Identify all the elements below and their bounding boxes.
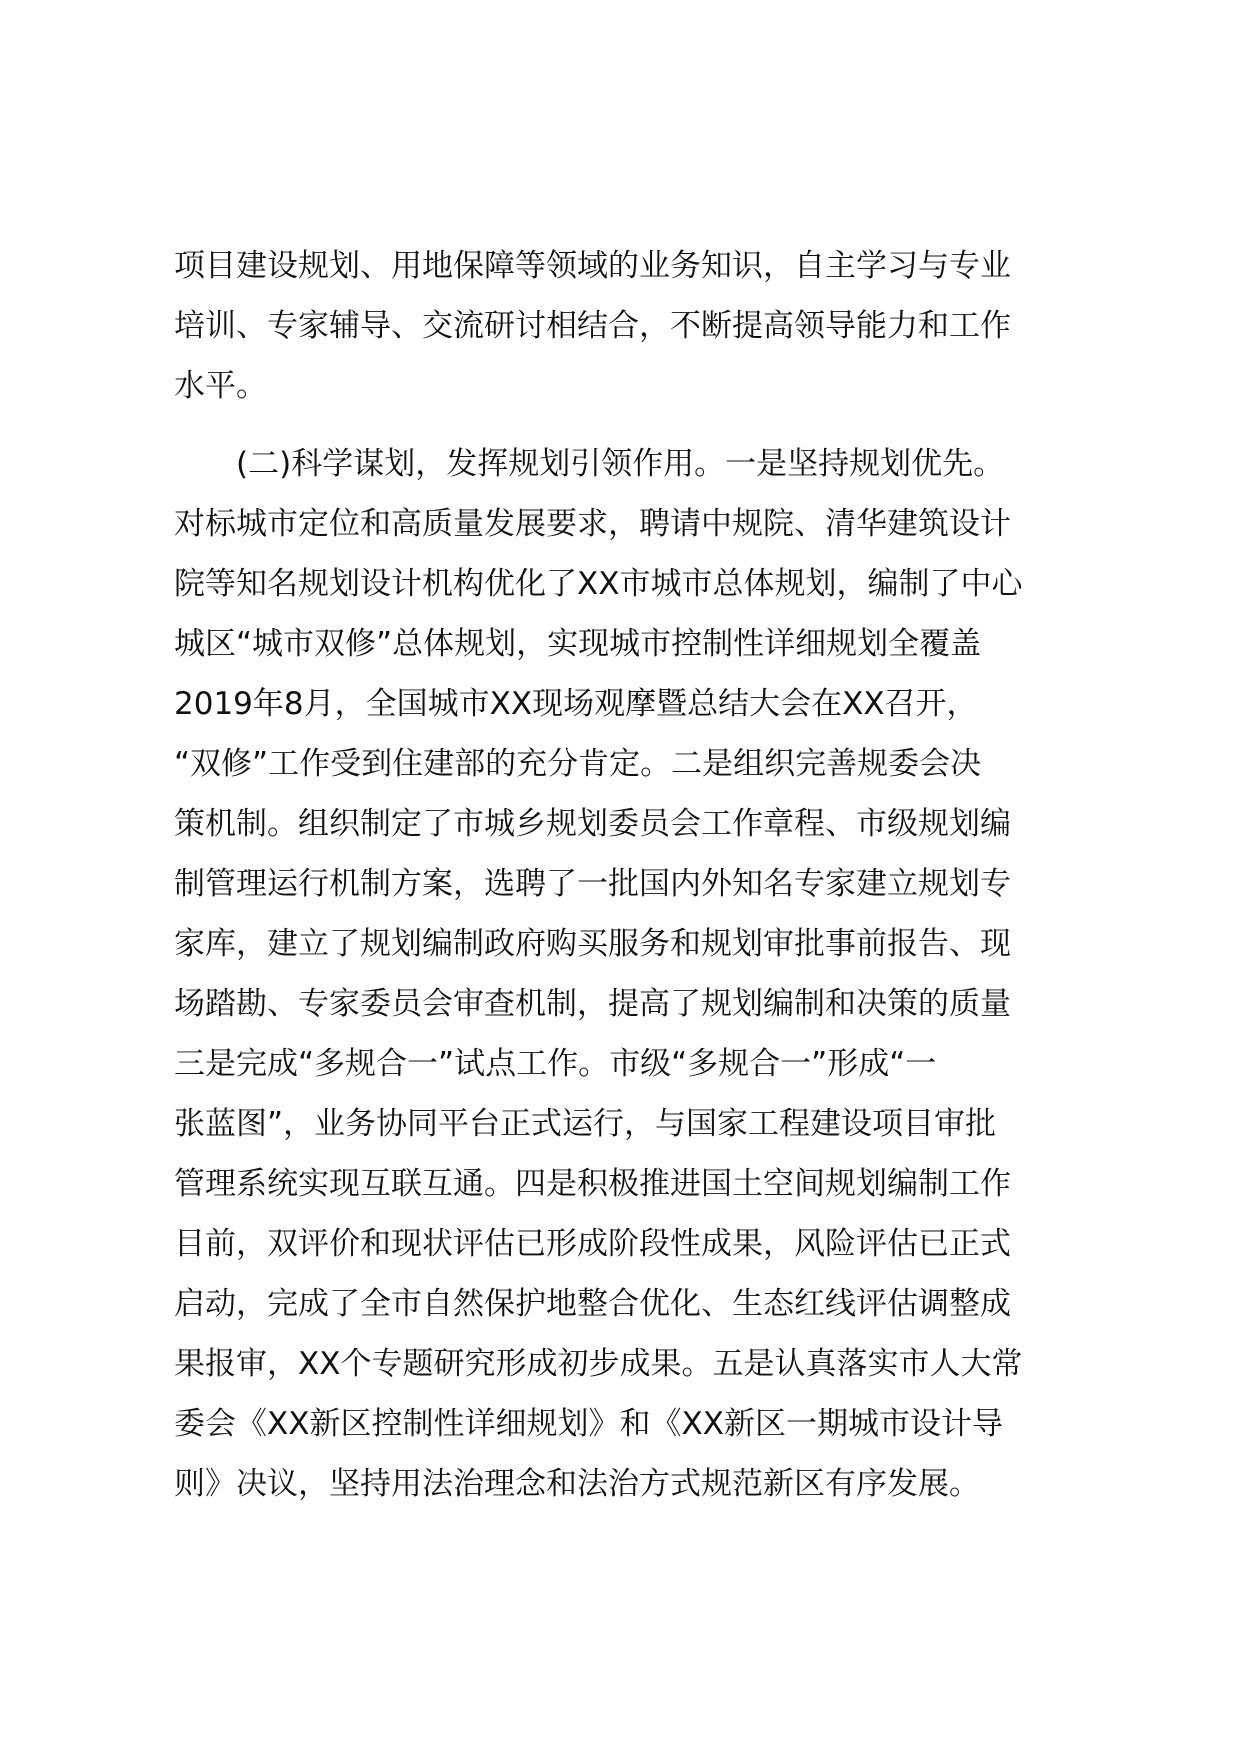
text-line: 城区“城市双修”总体规划，实现城市控制性详细规划全覆盖 xyxy=(174,626,982,662)
text-line: 三是完成“多规合一”试点工作。市级“多规合一”形成“一 xyxy=(174,1046,937,1082)
text-line: 策机制。组织制定了市城乡规划委员会工作章程、市级规划编 xyxy=(174,806,1011,842)
text-line: 对标城市定位和高质量发展要求，聘请中规院、清华建筑设计 xyxy=(174,506,1011,542)
section-heading-line: (二)科学谋划，发挥规划引领作用。一是坚持规划优先。 xyxy=(236,446,1005,482)
text-line: 2019年8月，全国城市XX现场观摩暨总结大会在XX召开， xyxy=(174,686,978,722)
text-line: 场踏勘、专家委员会审查机制，提高了规划编制和决策的质量 xyxy=(174,986,1011,1022)
text-line: 管理系统实现互联互通。四是积极推进国土空间规划编制工作 xyxy=(174,1166,1011,1202)
text-line: 培训、专家辅导、交流研讨相结合，不断提高领导能力和工作 xyxy=(174,308,1011,344)
text-line: 果报审，XX个专题研究形成初步成果。五是认真落实市人大常 xyxy=(174,1346,1023,1382)
text-line: 目前，双评价和现状评估已形成阶段性成果，风险评估已正式 xyxy=(174,1226,1011,1262)
text-line: 水平。 xyxy=(174,368,267,404)
text-line: 院等知名规划设计机构优化了XX市城市总体规划，编制了中心 xyxy=(174,566,1023,602)
text-line: “双修”工作受到住建部的充分肯定。二是组织完善规委会决 xyxy=(174,746,982,782)
text-line: 则》决议，坚持用法治理念和法治方式规范新区有序发展。 xyxy=(174,1466,980,1502)
text-line: 制管理运行机制方案，选聘了一批国内外知名专家建立规划专 xyxy=(174,866,1011,902)
text-line: 启动，完成了全市自然保护地整合优化、生态红线评估调整成 xyxy=(174,1286,1011,1322)
text-line: 项目建设规划、用地保障等领域的业务知识，自主学习与专业 xyxy=(174,248,1011,284)
text-line: 委会《XX新区控制性详细规划》和《XX新区一期城市设计导 xyxy=(174,1406,1003,1442)
text-line: 张蓝图”，业务协同平台正式运行，与国家工程建设项目审批 xyxy=(174,1106,997,1142)
text-line: 家库，建立了规划编制政府购买服务和规划审批事前报告、现 xyxy=(174,926,1011,962)
